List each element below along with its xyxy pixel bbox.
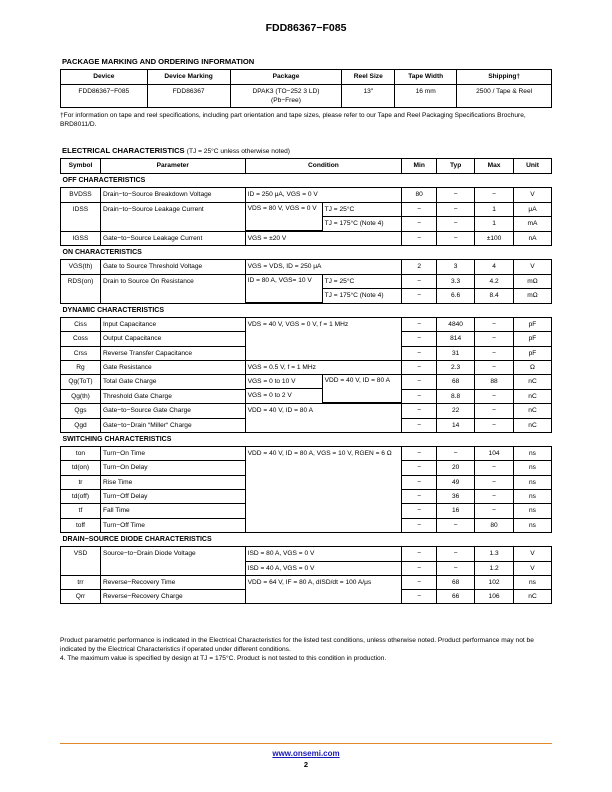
table-cell: − [437, 202, 475, 217]
device-cell: FDD86367−F085 [61, 85, 148, 108]
table-cell: 20 [437, 461, 475, 475]
table-cell: Threshold Gate Charge [100, 389, 245, 404]
table-cell: VGS = VDS, ID = 250 μA [245, 260, 402, 274]
table-cell: 3 [437, 260, 475, 274]
table-cell: trr [61, 575, 101, 589]
table-cell: Crss [61, 346, 101, 360]
table-cell: VGS = 0.5 V, f = 1 MHz [245, 360, 402, 374]
table-cell: TJ = 175°C (Note 4) [324, 291, 384, 299]
table-cell: 14 [437, 418, 475, 432]
table-cell: − [402, 590, 437, 604]
col-shipping: Shipping† [457, 70, 552, 85]
table-cell: − [402, 217, 437, 232]
table-cell: Gate Resistance [100, 360, 245, 374]
table-cell: Rg [61, 360, 101, 374]
table-cell: pF [514, 346, 552, 360]
table-cell: Drain−to−Source Breakdown Voltage [100, 188, 245, 202]
table-cell: Coss [61, 332, 101, 346]
table-cell: 80 [402, 188, 437, 202]
table-cell: μA [514, 202, 552, 217]
table-cell: ns [514, 504, 552, 518]
page-number: 2 [303, 760, 309, 769]
col-condition: Condition [245, 159, 402, 174]
switching-section: SWITCHING CHARACTERISTICS [61, 432, 552, 446]
table-cell: Qrr [61, 590, 101, 604]
table-cell: RDS(on) [61, 274, 101, 303]
table-cell: V [514, 547, 552, 561]
table-row [61, 547, 552, 561]
table-cell: 1 [475, 202, 514, 217]
table-cell: Turn−Off Delay [100, 490, 245, 504]
table-cell: − [475, 404, 514, 418]
off-section: OFF CHARACTERISTICS [61, 174, 552, 188]
col-max: Max [475, 159, 514, 174]
table-cell: nC [514, 404, 552, 418]
table-cell: Qgd [61, 418, 101, 432]
table-cell: Gate−to−Source Gate Charge [100, 404, 245, 418]
table-cell: Qgs [61, 404, 101, 418]
table-row [61, 274, 552, 289]
table-cell: − [402, 317, 437, 331]
table-row [61, 575, 552, 589]
table-cell: Qg(th) [61, 389, 101, 404]
table-cell: 4 [475, 260, 514, 274]
table-cell: − [437, 561, 475, 575]
table-cell: nC [514, 375, 552, 390]
table-cell: Gate−to−Source Leakage Current [100, 231, 245, 245]
col-reel: Reel Size [342, 70, 395, 85]
table-cell: nC [514, 418, 552, 432]
table-cell: − [402, 447, 437, 461]
table-cell: 88 [475, 375, 514, 390]
table-cell: − [437, 188, 475, 202]
table-cell: − [402, 274, 437, 289]
table-cell: Turn−On Delay [100, 461, 245, 475]
table-cell: ns [514, 518, 552, 532]
table-cell: Rise Time [100, 475, 245, 489]
table-cell: − [475, 188, 514, 202]
table-cell: − [402, 475, 437, 489]
table-cell: − [402, 461, 437, 475]
col-min: Min [402, 159, 437, 174]
table-row [61, 188, 552, 202]
table-cell: − [402, 389, 437, 404]
table-cell: 36 [437, 490, 475, 504]
table-cell: − [402, 404, 437, 418]
table-cell: IGSS [61, 231, 101, 245]
col-parameter: Parameter [100, 159, 245, 174]
note-4: 4. The maximum value is specified by design at TJ = 175°C. Product is not tested to this condition in production. [60, 655, 387, 662]
table-cell: 80 [475, 518, 514, 532]
table-cell: VDD = 40 V, ID = 80 A [245, 404, 402, 433]
table-cell: ton [61, 447, 101, 461]
table-cell: Source−to−Drain Diode Voltage [100, 547, 245, 576]
table-cell: tr [61, 475, 101, 489]
table-cell: Gate−to−Drain “Miller“ Charge [100, 418, 245, 432]
website-link[interactable]: www.onsemi.com [272, 749, 340, 758]
table-cell: 49 [437, 475, 475, 489]
table-cell: − [402, 518, 437, 532]
table-row [61, 375, 552, 390]
table-cell: 66 [437, 590, 475, 604]
table-cell: VSD [61, 547, 101, 576]
table-cell: − [402, 547, 437, 561]
table-cell: VGS(th) [61, 260, 101, 274]
table-cell: − [437, 518, 475, 532]
table-cell: Reverse Transfer Capacitance [100, 346, 245, 360]
table-row [61, 202, 552, 217]
table-cell: Reverse−Recovery Charge [100, 590, 245, 604]
table-cell: VGS = 0 to 2 V [246, 389, 323, 403]
table-cell: Ciss [61, 317, 101, 331]
table-cell [245, 274, 402, 303]
table-cell: Input Capacitance [100, 317, 245, 331]
table-cell: − [402, 289, 437, 304]
table-cell: − [437, 447, 475, 461]
table-cell: − [475, 346, 514, 360]
col-device: Device [61, 70, 148, 85]
table-cell: tf [61, 504, 101, 518]
table-cell: VGS = ±20 V [245, 231, 402, 245]
package-cell: DPAK3 (TO−252 3 LD) (Pb−Free) [230, 85, 342, 108]
footer-rule [60, 743, 552, 744]
table-cell: 1.3 [475, 547, 514, 561]
table-cell: IDSS [61, 202, 101, 231]
table-cell: − [475, 389, 514, 404]
table-row [61, 404, 552, 418]
table-cell: VDD = 64 V, IF = 80 A, dISD/dt = 100 A/μs [245, 575, 402, 604]
table-cell: 68 [437, 575, 475, 589]
table-cell: Turn−On Time [100, 447, 245, 461]
ordering-table [60, 69, 552, 108]
table-cell: − [402, 375, 437, 390]
table-cell: − [475, 360, 514, 374]
table-cell: ISD = 80 A, VGS = 0 V [245, 547, 402, 561]
table-cell: ns [514, 575, 552, 589]
table-cell: Total Gate Charge [100, 375, 245, 390]
table-cell: 104 [475, 447, 514, 461]
table-cell: Ω [514, 360, 552, 374]
elec-title: ELECTRICAL CHARACTERISTICS (TJ = 25°C unless otherwise noted) [62, 146, 291, 155]
table-cell: − [402, 202, 437, 217]
table-cell: ID = 80 A, VGS= 10 V [246, 275, 323, 303]
table-cell: 3.3 [437, 274, 475, 289]
table-cell: mA [514, 217, 552, 232]
table-cell: nA [514, 231, 552, 245]
condition-subtable [246, 203, 402, 231]
tape-cell: 16 mm [395, 85, 457, 108]
elec-table [60, 158, 552, 604]
table-cell: − [402, 360, 437, 374]
table-cell: pF [514, 317, 552, 331]
col-marking: Device Marking [147, 70, 230, 85]
table-cell: − [437, 231, 475, 245]
table-cell: − [402, 561, 437, 575]
table-cell: td(off) [61, 490, 101, 504]
table-cell: Qg(ToT) [61, 375, 101, 390]
table-cell: Fall Time [100, 504, 245, 518]
table-cell: 814 [437, 332, 475, 346]
table-cell: 1.2 [475, 561, 514, 575]
table-cell: − [475, 461, 514, 475]
table-cell: pF [514, 332, 552, 346]
table-cell: 2 [402, 260, 437, 274]
table-cell: 4840 [437, 317, 475, 331]
table-cell: 102 [475, 575, 514, 589]
shipping-cell: 2500 / Tape & Reel [457, 85, 552, 108]
table-cell: − [402, 418, 437, 432]
table-cell [245, 375, 402, 404]
table-row [61, 360, 552, 374]
table-cell: TJ = 175°C (Note 4) [324, 219, 384, 227]
condition-subtable [246, 275, 402, 303]
col-tape: Tape Width [395, 70, 457, 85]
table-cell: VDS = 40 V, VGS = 0 V, f = 1 MHz [245, 317, 402, 360]
table-cell: V [514, 188, 552, 202]
table-cell: ID = 250 μA, VGS = 0 V [245, 188, 402, 202]
table-cell: 1 [475, 217, 514, 232]
col-package: Package [230, 70, 342, 85]
table-cell: 31 [437, 346, 475, 360]
table-cell: 2.3 [437, 360, 475, 374]
table-cell: 16 [437, 504, 475, 518]
table-cell: nC [514, 389, 552, 404]
table-cell: Drain−to−Source Leakage Current [100, 202, 245, 231]
performance-note: Product parametric performance is indicated in the Electrical Characteristics for the listed test conditions, unless otherwise noted. Product performance may not be indicated by the Electrical Characteristics if operated under different conditions. [60, 637, 534, 653]
diode-section: DRAIN−SOURCE DIODE CHARACTERISTICS [61, 532, 552, 546]
table-cell: − [475, 332, 514, 346]
table-cell: td(on) [61, 461, 101, 475]
table-cell: ns [514, 475, 552, 489]
table-cell: − [437, 547, 475, 561]
table-row [61, 317, 552, 331]
table-row [61, 231, 552, 245]
table-cell: 22 [437, 404, 475, 418]
table-cell: nC [514, 590, 552, 604]
table-cell: VDD = 40 V, ID = 80 A [322, 375, 401, 403]
table-cell: VGS = 0 to 10 V [246, 375, 323, 389]
table-cell [245, 202, 402, 231]
reel-cell: 13″ [342, 85, 395, 108]
table-cell: − [475, 504, 514, 518]
table-cell: − [402, 490, 437, 504]
table-cell: 8.4 [475, 289, 514, 304]
ordering-footnote: †For information on tape and reel specifications, including part orientation and tape sizes, please refer to our Tape and Reel Packaging Specifications Brochure, BRD8011/D. [60, 112, 526, 128]
col-symbol: Symbol [61, 159, 101, 174]
table-cell: ns [514, 490, 552, 504]
table-cell: − [402, 504, 437, 518]
table-cell: 68 [437, 375, 475, 390]
marking-cell: FDD86367 [147, 85, 230, 108]
table-cell: Gate to Source Threshold Voltage [100, 260, 245, 274]
col-typ: Typ [437, 159, 475, 174]
table-cell: 4.2 [475, 274, 514, 289]
table-cell: − [475, 490, 514, 504]
table-cell: − [402, 332, 437, 346]
table-cell: − [402, 231, 437, 245]
table-cell: Turn−Off Time [100, 518, 245, 532]
page-title: FDD86367−F085 [265, 22, 347, 34]
table-cell: BVDSS [61, 188, 101, 202]
condition-subtable [246, 375, 402, 403]
table-row [61, 447, 552, 461]
ordering-title: PACKAGE MARKING AND ORDERING INFORMATION [62, 57, 255, 66]
table-cell: V [514, 561, 552, 575]
table-cell: ns [514, 461, 552, 475]
table-cell: − [402, 575, 437, 589]
table-cell: − [475, 418, 514, 432]
table-cell: Output Capacitance [100, 332, 245, 346]
table-cell: toff [61, 518, 101, 532]
table-cell: TJ = 25°C [322, 203, 401, 217]
table-cell: mΩ [514, 274, 552, 289]
table-cell: − [475, 475, 514, 489]
table-cell: ns [514, 447, 552, 461]
table-cell: − [437, 217, 475, 232]
on-section: ON CHARACTERISTICS [61, 245, 552, 259]
table-cell: Reverse−Recovery Time [100, 575, 245, 589]
table-cell: mΩ [514, 289, 552, 304]
table-cell: V [514, 260, 552, 274]
table-cell: 106 [475, 590, 514, 604]
dynamic-section: DYNAMIC CHARACTERISTICS [61, 303, 552, 317]
table-cell: ISD = 40 A, VGS = 0 V [245, 561, 402, 575]
table-cell: VDD = 40 V, ID = 80 A, VGS = 10 V, RGEN = 6 Ω [245, 447, 402, 533]
table-row [61, 260, 552, 274]
table-cell: − [475, 317, 514, 331]
table-cell: 8.8 [437, 389, 475, 404]
table-cell: − [402, 346, 437, 360]
table-cell: Drain to Source On Resistance [100, 274, 245, 303]
table-cell: ±100 [475, 231, 514, 245]
table-cell: VDS = 80 V, VGS = 0 V [246, 203, 323, 231]
table-cell: 6.6 [437, 289, 475, 304]
col-unit: Unit [514, 159, 552, 174]
table-cell: TJ = 25°C [322, 275, 401, 289]
